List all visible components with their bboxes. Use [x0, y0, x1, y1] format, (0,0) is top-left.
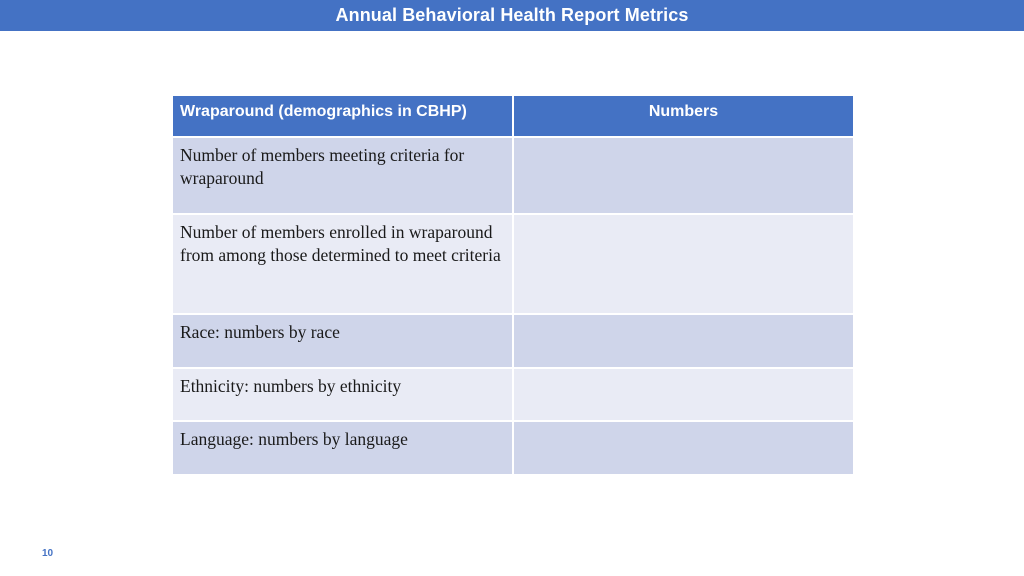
row-value: [513, 368, 854, 421]
column-header-wraparound: Wraparound (demographics in CBHP): [172, 95, 513, 137]
row-label: Race: numbers by race: [172, 314, 513, 368]
row-label: Ethnicity: numbers by ethnicity: [172, 368, 513, 421]
page-title: Annual Behavioral Health Report Metrics: [335, 5, 689, 25]
row-label: Number of members meeting criteria for wraparound: [172, 137, 513, 214]
page-number: 10: [42, 548, 54, 559]
table-row: [172, 368, 854, 421]
row-label: Language: numbers by language: [172, 421, 513, 475]
table-row: [172, 214, 854, 314]
title-bar: [0, 0, 1024, 31]
table-header-row: [172, 95, 854, 137]
row-value: [513, 314, 854, 368]
column-header-numbers: Numbers: [513, 95, 854, 137]
table-row: [172, 421, 854, 475]
row-value: [513, 214, 854, 314]
row-value: [513, 421, 854, 475]
row-value: [513, 137, 854, 214]
row-label: Number of members enrolled in wraparound from among those determined to meet criteria: [172, 214, 513, 314]
table-row: [172, 137, 854, 214]
table-row: [172, 314, 854, 368]
metrics-table: [171, 94, 855, 476]
